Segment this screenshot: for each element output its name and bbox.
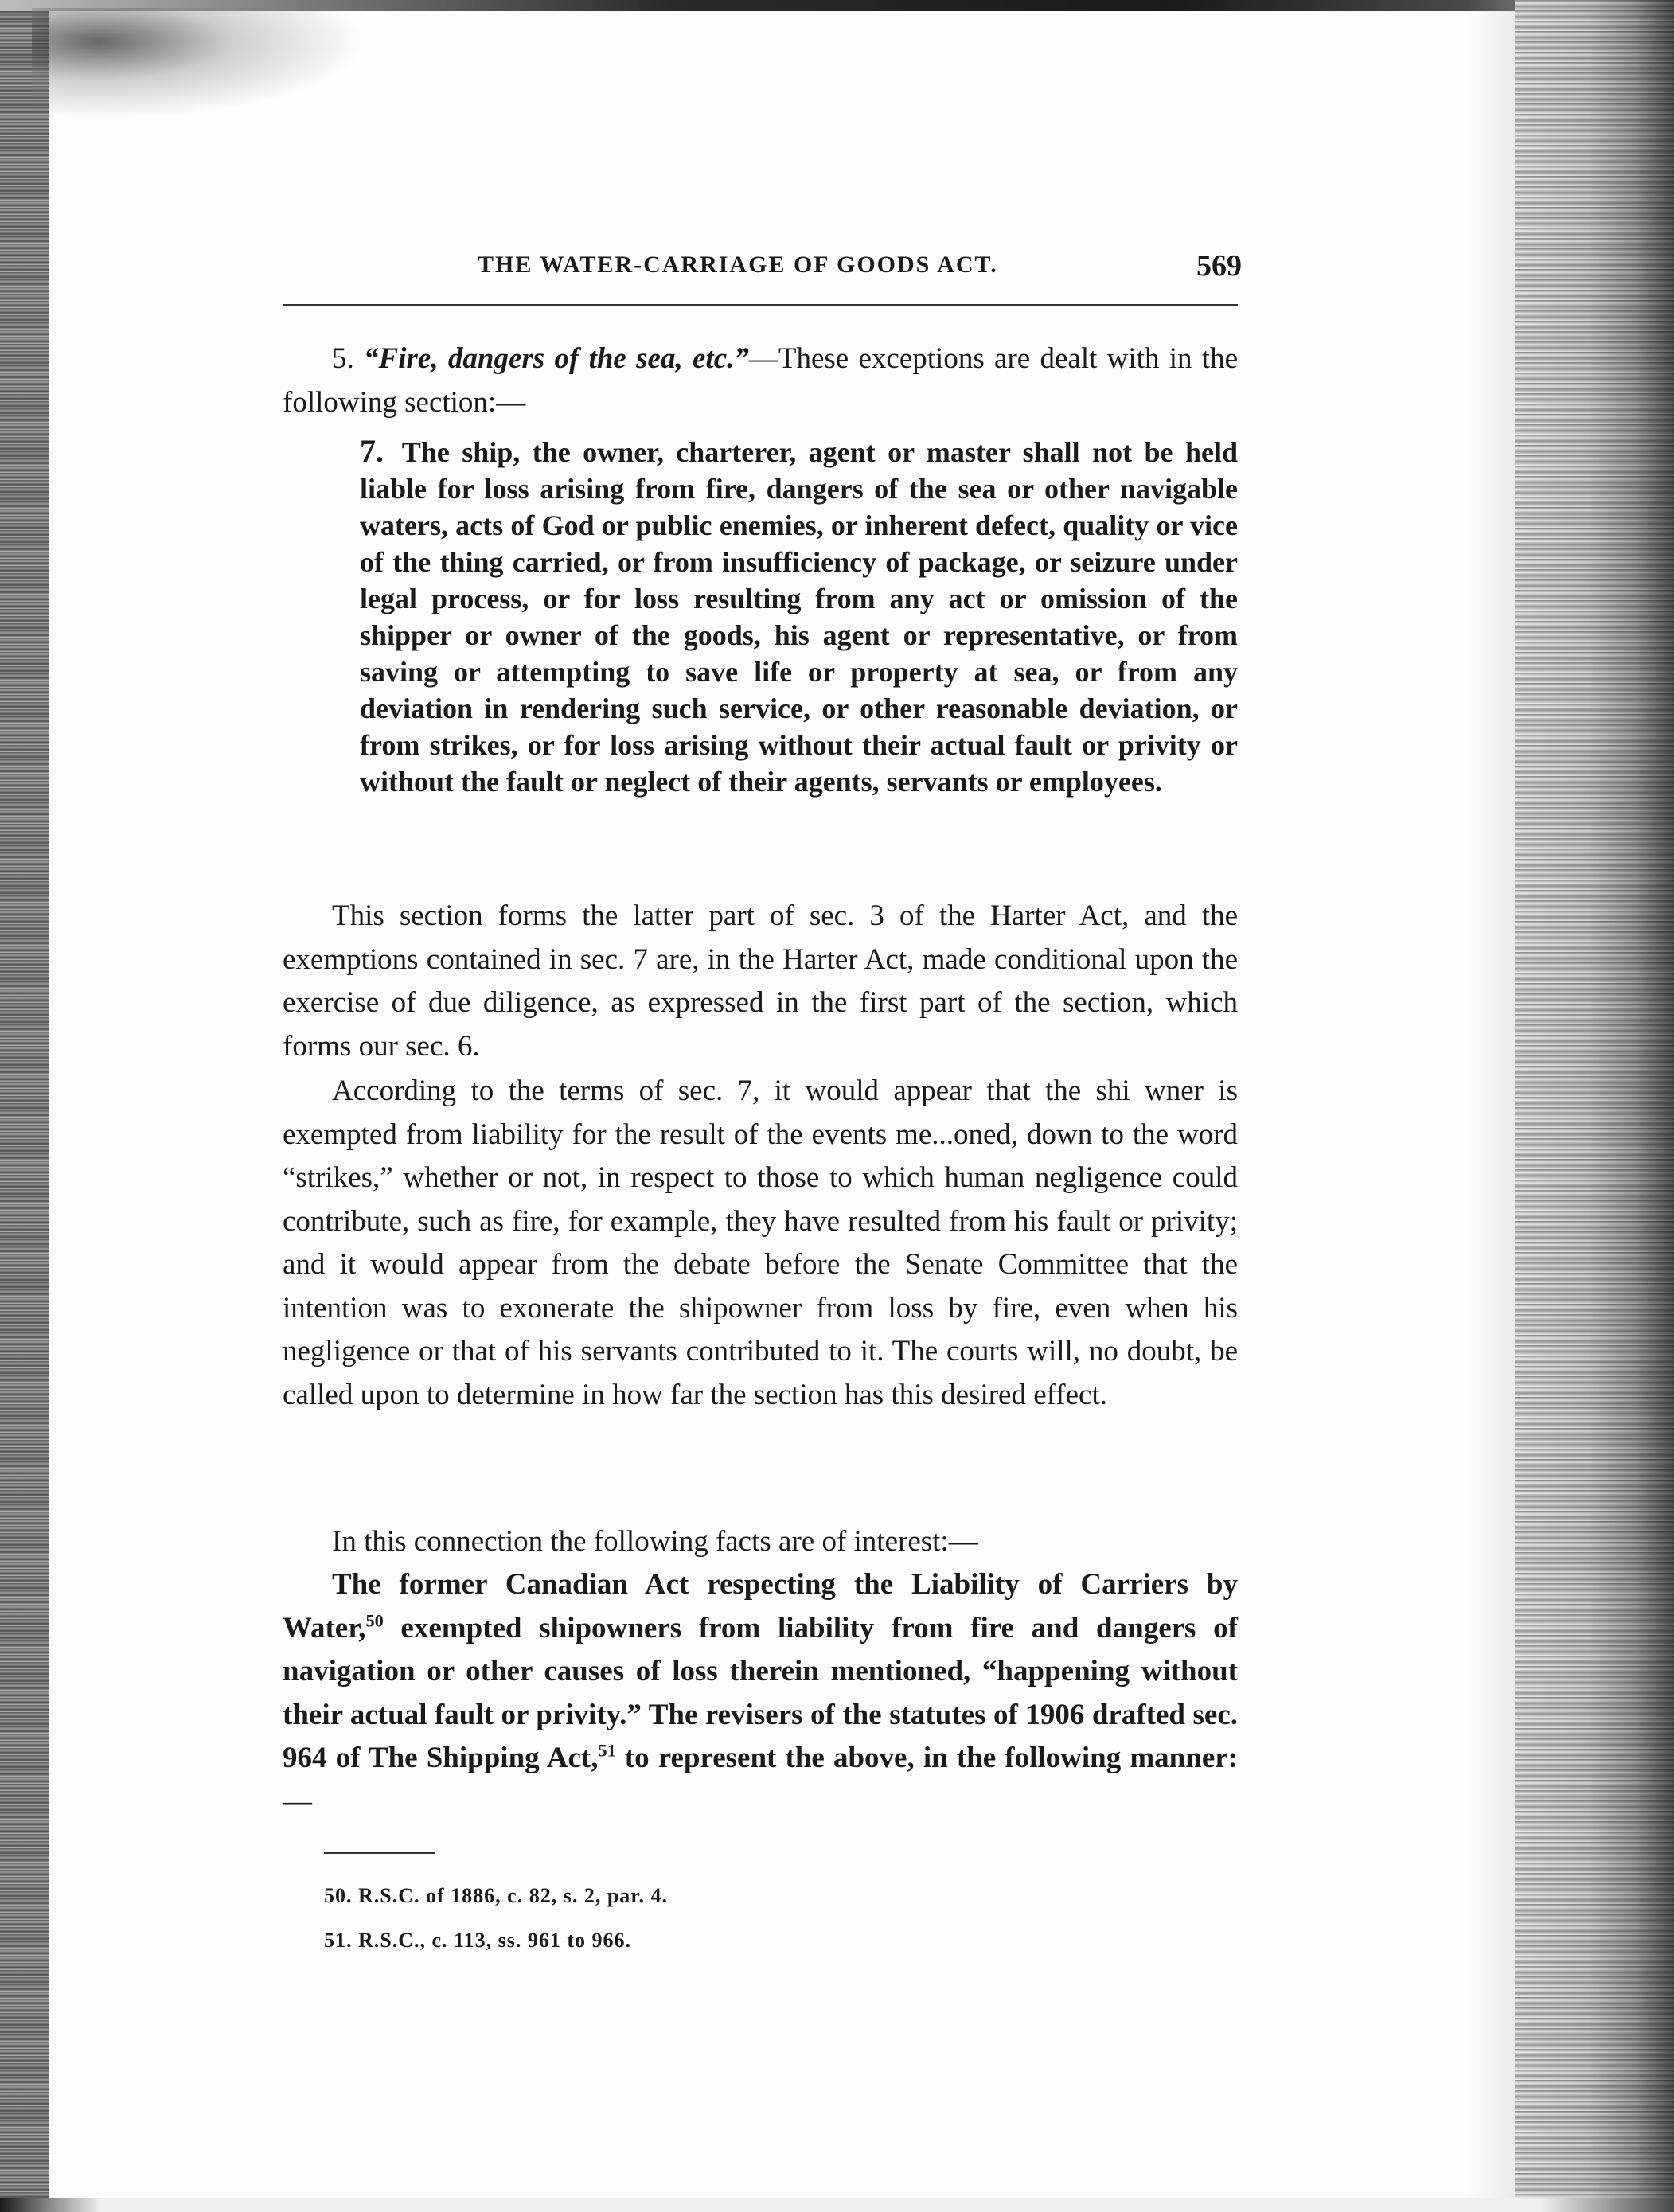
page-number: 569 xyxy=(1196,249,1242,283)
paragraph-heading: “Fire, dangers of the sea, etc.” xyxy=(364,342,749,375)
paragraph-text: to represent the above, in the following manner:— xyxy=(283,1742,1238,1818)
scan-left-edge xyxy=(0,0,49,2212)
scan-bottom-edge xyxy=(0,2198,1674,2212)
footnote-51: 51. R.S.C., c. 113, ss. 961 to 966. xyxy=(324,1929,632,1952)
paragraph-fire-dangers xyxy=(283,337,1238,424)
statute-number: 7. xyxy=(360,433,384,469)
running-title: THE WATER-CARRIAGE OF GOODS ACT. xyxy=(478,252,998,278)
paragraph-number: 5. xyxy=(332,342,354,375)
paragraph-harter-act: This section forms the latter part of sec. 3 of the Harter Act, and the exemptions contained in sec. 7 are, in the Harter Act, made conditional upon the exercise of due diligence, as expressed in the first part of the section, which forms our sec. 6. xyxy=(283,899,1238,1063)
paragraph-text: The former Canadian Act respecting the Liability of Carriers by Water, xyxy=(283,1568,1238,1644)
footnote-ref[interactable]: 50 xyxy=(365,1610,384,1631)
statute-section-7 xyxy=(360,433,1238,800)
footnote-50: 50. R.S.C. of 1886, c. 82, s. 2, par. 4. xyxy=(324,1884,668,1907)
paragraph-text: exempted shipowners from liability from fire and dangers of navigation or other causes of loss therein mentioned, “happening without their actual fault or privity.” The revisers of the statutes of 1906 drafted sec. 964 of The Shipping Act, xyxy=(283,1611,1238,1774)
scan-smudge xyxy=(32,8,366,119)
paragraph-according: According to the terms of sec. 7, it would appear that the shi wner is exempted from liability for the result of the events me...oned, down to the word “strikes,” whether or not, in respect to those to which human negligence could contribute, such as fire, for example, they have resulted from his fault or privity; and it would appear from the debate before the Senate Committee that the intention was to exonerate the shipowner from loss by fire, even when his negligence or that of his servants contributed to it. The courts will, no doubt, be called upon to determine in how far the section has this desired effect. xyxy=(283,1075,1238,1411)
footnote-rule xyxy=(324,1852,435,1854)
paragraph-text: —These exceptions are dealt with in the following section:— xyxy=(283,342,1239,419)
scan-right-edge xyxy=(1515,0,1674,2212)
running-header xyxy=(478,248,1242,288)
header-rule xyxy=(283,304,1238,306)
paragraph-former-act xyxy=(283,1563,1238,1824)
footnote-ref[interactable]: 51 xyxy=(598,1740,616,1761)
statute-text: The ship, the owner, charterer, agent or master shall not be held liable for loss arising from fire, dangers of the sea or other navigable waters, acts of God or public enemies, or inherent defect, quality or vice of the thing carried, or from insufficiency of package, or seizure under legal process, or for loss resulting from any act or omission of the shipper or owner of the goods, his agent or representative, or from saving or attempting to save life or property at sea, or from any deviation in rendering such service, or other reasonable deviation, or from strikes, or for loss arising without their actual fault or privity or without the fault or neglect of their agents, servants or employees. xyxy=(360,436,1238,798)
scan-gutter-shadow xyxy=(1467,0,1515,2212)
paragraph-connection: In this connection the following facts are of interest:— xyxy=(332,1525,978,1558)
